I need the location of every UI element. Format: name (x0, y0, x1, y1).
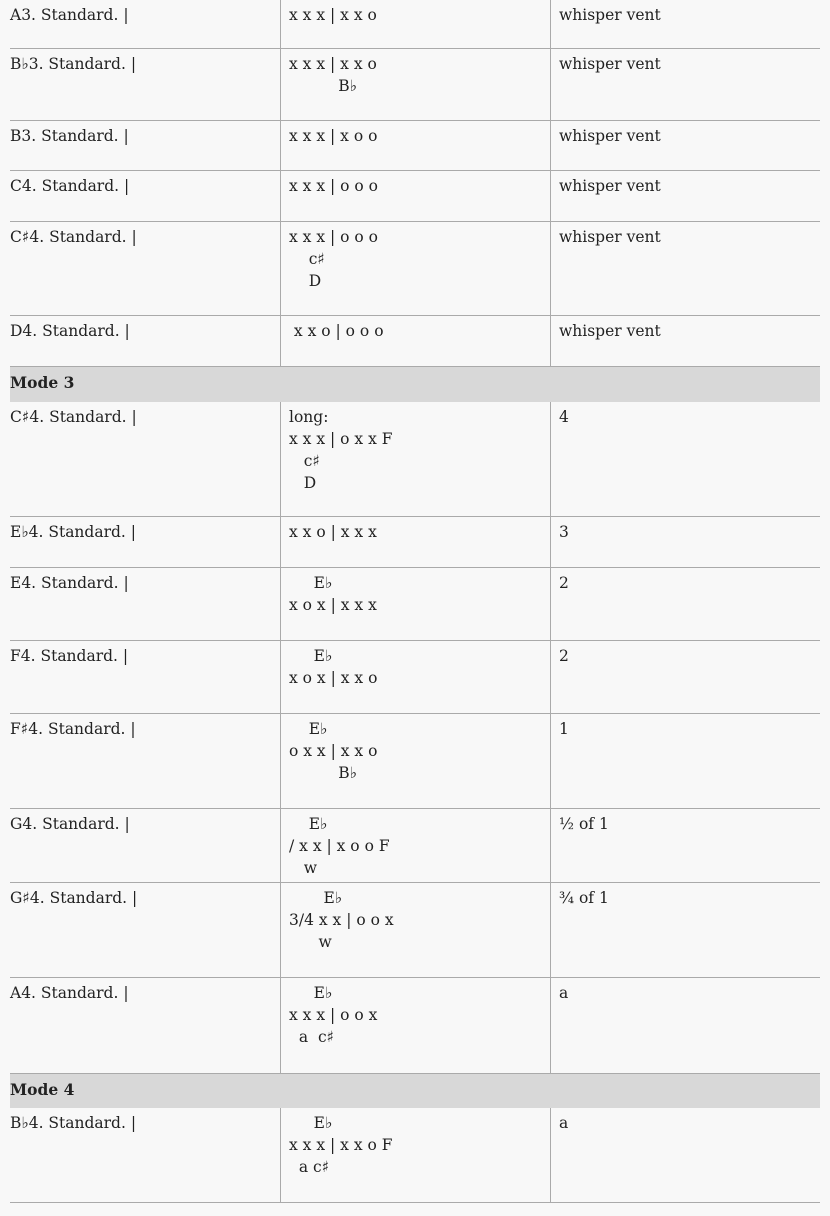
value-cell: whisper vent (550, 49, 820, 120)
fingering-line: B♭ (289, 77, 357, 95)
note-cell: E♭4. Standard. | (10, 523, 136, 541)
fingering-line: E♭ (289, 889, 343, 907)
fingering-line: w (289, 859, 318, 877)
value-cell: a (550, 978, 820, 1073)
fingering-line: x x x | o o o (289, 228, 379, 246)
value-cell: a (550, 1108, 820, 1202)
fingering-cell (280, 714, 550, 808)
fingering-line: a c♯ (289, 1028, 335, 1046)
note-cell: E4. Standard. | (10, 574, 129, 592)
table-row (10, 809, 820, 883)
fingering-line: E♭ (289, 647, 333, 665)
fingering-line: x o x | x x x (289, 596, 377, 614)
value-cell: whisper vent (550, 222, 820, 315)
fingering-line: w (289, 933, 332, 951)
table-row (10, 1108, 820, 1203)
table-row (10, 883, 820, 978)
table-row (10, 517, 820, 568)
value-cell: 1 (550, 714, 820, 808)
fingering-line: x x o | x x x (289, 523, 377, 541)
note-cell: D4. Standard. | (10, 322, 130, 340)
fingering-line: D (289, 474, 317, 492)
value-cell: whisper vent (550, 0, 820, 48)
fingering-line: o x x | x x o (289, 742, 378, 760)
note-cell: C♯4. Standard. | (10, 408, 137, 426)
fingering-line: c♯ (289, 250, 325, 268)
value-cell: 4 (550, 402, 820, 516)
note-cell: B3. Standard. | (10, 127, 129, 145)
fingering-cell (280, 809, 550, 882)
fingering-line: c♯ (289, 452, 320, 470)
value-cell: whisper vent (550, 316, 820, 366)
table-row (10, 641, 820, 714)
fingering-line: B♭ (289, 764, 357, 782)
fingering-cell (280, 402, 550, 516)
table-row (10, 316, 820, 367)
table-row (10, 0, 820, 49)
value-cell: ¾ of 1 (550, 883, 820, 977)
note-cell: C♯4. Standard. | (10, 228, 137, 246)
fingering-cell (280, 121, 550, 170)
fingering-line: E♭ (289, 720, 328, 738)
fingering-line: x o x | x x o (289, 669, 378, 687)
section-header: Mode 3 (10, 367, 820, 402)
note-cell: G4. Standard. | (10, 815, 130, 833)
table-row (10, 49, 820, 121)
fingering-line: a c♯ (289, 1158, 330, 1176)
fingering-line: / x x | x o o F (289, 837, 390, 855)
fingering-line: E♭ (289, 574, 333, 592)
fingering-line: x x x | x x o (289, 6, 377, 24)
note-cell: A3. Standard. | (10, 6, 129, 24)
note-cell: G♯4. Standard. | (10, 889, 138, 907)
fingering-cell (280, 0, 550, 48)
fingering-cell (280, 316, 550, 366)
fingering-line: long: (289, 408, 329, 426)
note-cell: B♭3. Standard. | (10, 55, 137, 73)
fingering-line: E♭ (289, 815, 328, 833)
fingering-line: D (289, 272, 322, 290)
fingering-table (10, 0, 820, 1203)
table-row (10, 978, 820, 1074)
fingering-line: x x x | o o o (289, 177, 379, 195)
fingering-line: E♭ (289, 984, 333, 1002)
table-row (10, 171, 820, 222)
note-cell: A4. Standard. | (10, 984, 129, 1002)
fingering-cell (280, 171, 550, 221)
value-cell: whisper vent (550, 171, 820, 221)
fingering-line: x x x | x x o (289, 55, 377, 73)
fingering-cell (280, 1108, 550, 1202)
fingering-line: x x x | o x x F (289, 430, 393, 448)
value-cell: 2 (550, 641, 820, 713)
fingering-line: x x x | x x o F (289, 1136, 393, 1154)
note-cell: F4. Standard. | (10, 647, 129, 665)
fingering-line: x x x | o o x (289, 1006, 378, 1024)
table-row (10, 121, 820, 171)
table-row (10, 402, 820, 517)
value-cell: 2 (550, 568, 820, 640)
note-cell: F♯4. Standard. | (10, 720, 136, 738)
fingering-line: 3/4 x x | o o x (289, 911, 394, 929)
table-row (10, 222, 820, 316)
fingering-cell (280, 49, 550, 120)
table-row (10, 714, 820, 809)
fingering-line: x x o | o o o (289, 322, 384, 340)
value-cell: whisper vent (550, 121, 820, 170)
value-cell: ½ of 1 (550, 809, 820, 882)
fingering-cell (280, 568, 550, 640)
fingering-cell (280, 517, 550, 567)
fingering-cell (280, 222, 550, 315)
value-cell: 3 (550, 517, 820, 567)
section-header: Mode 4 (10, 1074, 820, 1108)
fingering-cell (280, 641, 550, 713)
fingering-line: E♭ (289, 1114, 333, 1132)
note-cell: B♭4. Standard. | (10, 1114, 137, 1132)
note-cell: C4. Standard. | (10, 177, 130, 195)
fingering-cell (280, 978, 550, 1073)
fingering-cell (280, 883, 550, 977)
table-row (10, 568, 820, 641)
fingering-line: x x x | x o o (289, 127, 378, 145)
